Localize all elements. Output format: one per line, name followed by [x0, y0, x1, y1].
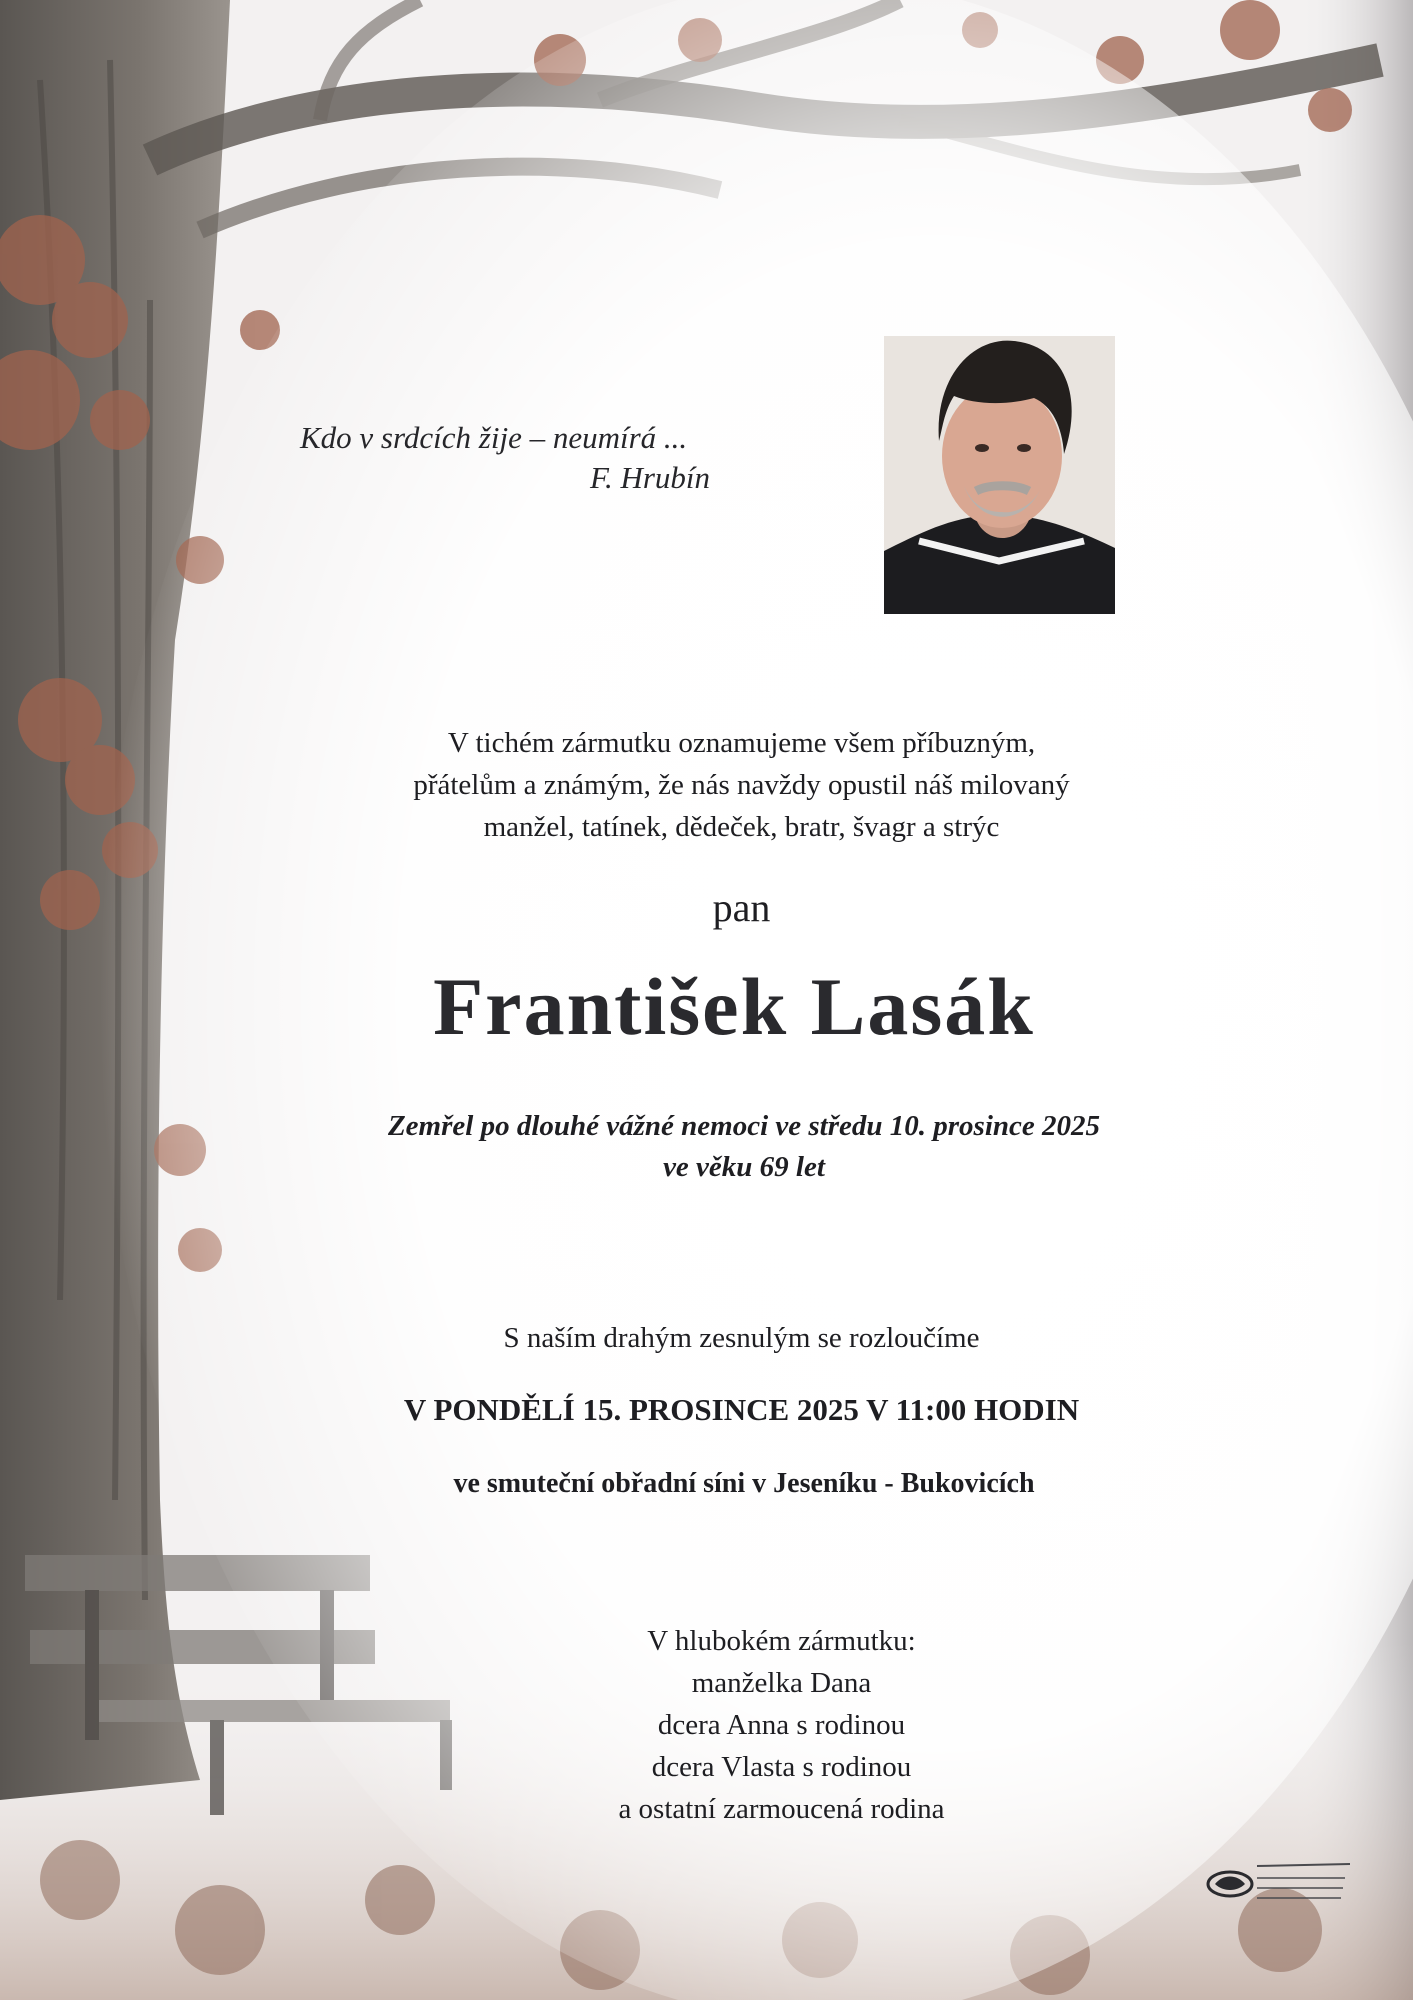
funeral-service-logo-icon	[1205, 1852, 1355, 1908]
announcement-text	[0, 722, 1413, 848]
mourners-heading: V hlubokém zármutku:	[647, 1625, 916, 1657]
death-info	[0, 1106, 1413, 1188]
memorial-quote	[300, 418, 860, 498]
death-date-line: Zemřel po dlouhé vážné nemoci ve středu 10. prosince 2025	[387, 1110, 1101, 1142]
farewell-intro: S naším drahým zesnulým se rozloučíme	[503, 1322, 980, 1354]
mourner-item: manželka Dana	[691, 1667, 872, 1699]
quote-author: F. Hrubín	[590, 460, 711, 495]
mourners-list	[0, 1620, 1413, 1830]
mourner-item: dcera Vlasta s rodinou	[651, 1751, 912, 1783]
funeral-date: V PONDĚLÍ 15. PROSINCE 2025 V 11:00 HODIN	[403, 1392, 1080, 1427]
salutation: pan	[712, 885, 771, 930]
announcement-line: manžel, tatínek, dědeček, bratr, švagr a strýc	[483, 811, 1000, 843]
funeral-place: ve smuteční obřadní síni v Jeseníku - Bukovicích	[453, 1468, 1035, 1499]
quote-text: Kdo v srdcích žije – neumírá ...	[300, 420, 688, 455]
deceased-name: František Lasák	[433, 961, 1035, 1052]
announcement-line: V tichém zármutku oznamujeme všem příbuzným,	[447, 727, 1036, 759]
mourner-item: a ostatní zarmoucená rodina	[618, 1793, 945, 1825]
age-line: ve věku 69 let	[663, 1151, 825, 1183]
mourner-item: dcera Anna s rodinou	[657, 1709, 906, 1741]
portrait-photo-icon	[884, 336, 1115, 614]
announcement-line: přátelům a známým, že nás navždy opustil náš milovaný	[413, 769, 1070, 801]
